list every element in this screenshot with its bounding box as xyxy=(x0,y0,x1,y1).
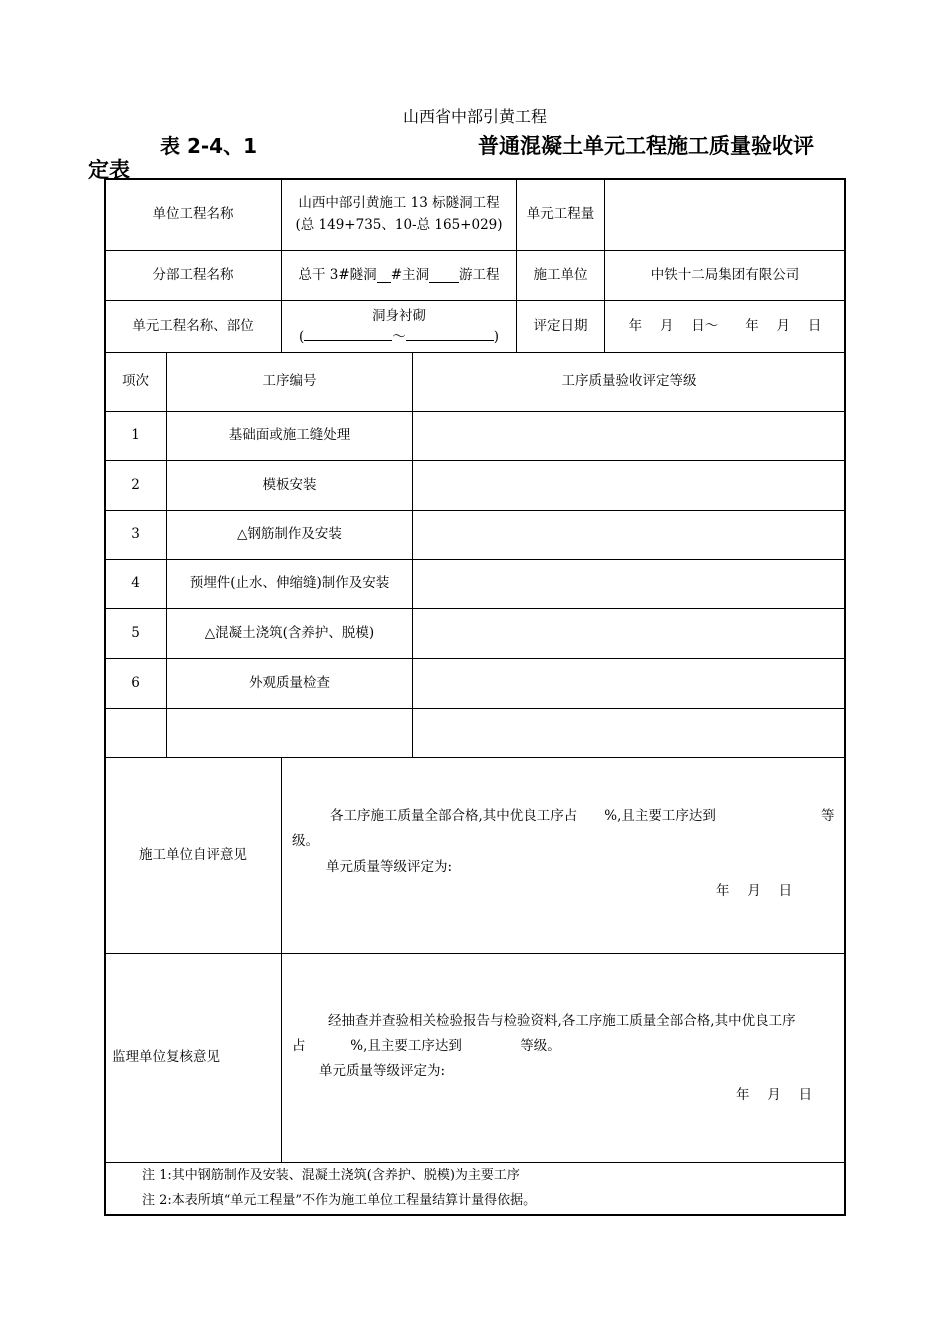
self-eval-label: 施工单位自评意见 xyxy=(139,846,247,863)
row-no: 3 xyxy=(131,526,140,543)
row-grade[interactable] xyxy=(413,659,845,708)
row-grade[interactable] xyxy=(413,560,845,608)
range-open: ( xyxy=(298,329,305,345)
supervisor-eval-label: 监理单位复核意见 xyxy=(112,1049,220,1066)
self-eval-line1-end: 等 xyxy=(821,808,835,824)
divider xyxy=(105,1162,845,1163)
row-grade[interactable] xyxy=(413,412,845,460)
row-grade[interactable] xyxy=(413,609,845,658)
contractor-value: 中铁十二局集团有限公司 xyxy=(650,266,800,283)
form-title: 普通混凝土单元工程施工质量验收评 xyxy=(478,134,814,158)
row-no: 2 xyxy=(131,476,140,493)
element-quantity-label: 单元工程量 xyxy=(526,206,595,223)
row-no: 1 xyxy=(131,427,140,444)
row-grade[interactable] xyxy=(413,461,845,510)
eval-date-value[interactable]: 年 月 日～ 年 月 日 xyxy=(628,317,822,334)
unit-project-value-line2: (总 149+735、10-总 165+029) xyxy=(295,217,503,233)
element-name-label: 单元工程名称、部位 xyxy=(132,317,254,334)
self-eval-line2: 级。 xyxy=(292,833,319,849)
division-value-c: 游工程 xyxy=(459,266,500,283)
form-title-tail: 定表 xyxy=(88,158,130,182)
row-process: 模板安装 xyxy=(262,476,317,493)
row-process: 基础面或施工缝处理 xyxy=(228,427,351,444)
form-code: 表 2-4、1 xyxy=(160,134,258,158)
division-value-a: 总干 3#隧洞 xyxy=(298,266,377,283)
note-2: 注 2:本表所填“单元工程量”不作为施工单位工程量结算计量得依据。 xyxy=(142,1193,537,1208)
row-process: △钢筋制作及安装 xyxy=(237,526,342,543)
row-process: 外观质量检查 xyxy=(249,674,330,691)
supervisor-eval-date: 年 月 日 xyxy=(736,1087,813,1103)
range-end-blank xyxy=(406,326,494,341)
supervisor-eval-line2: 占 %,且主要工序达到 等级。 xyxy=(292,1038,561,1054)
header-process-name: 工序编号 xyxy=(262,373,317,389)
unit-project-value-line1: 山西中部引黄施工 13 标隧洞工程 xyxy=(298,195,500,212)
range-close: ) xyxy=(493,329,500,345)
range-separator: ～ xyxy=(392,329,406,345)
supervisor-eval-line3: 单元质量等级评定为: xyxy=(319,1063,446,1079)
element-quantity-value[interactable] xyxy=(605,180,845,250)
header-process-grade: 工序质量验收评定等级 xyxy=(561,373,697,389)
self-eval-line1: 各工序施工质量全部合格,其中优良工序占 %,且主要工序达到 xyxy=(330,808,716,824)
row-process: 预埋件(止水、伸缩缝)制作及安装 xyxy=(189,575,390,592)
blank-underline xyxy=(429,268,459,283)
row-no: 6 xyxy=(131,674,140,691)
division-value-b: #主洞 xyxy=(390,266,429,283)
range-start-blank xyxy=(304,326,392,341)
row-no xyxy=(105,709,166,757)
divider xyxy=(281,757,282,1162)
row-grade[interactable] xyxy=(413,511,845,559)
row-grade[interactable] xyxy=(413,709,845,757)
self-eval-line3: 单元质量等级评定为: xyxy=(326,859,453,875)
division-value[interactable] xyxy=(282,251,516,300)
element-name-value[interactable] xyxy=(282,301,516,352)
row-process xyxy=(167,709,412,757)
project-subtitle: 山西省中部引黄工程 xyxy=(402,107,547,126)
contractor-label: 施工单位 xyxy=(533,266,588,283)
unit-project-value xyxy=(282,180,516,250)
note-1: 注 1:其中钢筋制作及安装、混凝土浇筑(含养护、脱模)为主要工序 xyxy=(142,1168,520,1183)
header-item-no: 项次 xyxy=(122,373,149,389)
row-no: 4 xyxy=(131,575,140,592)
self-eval-date: 年 月 日 xyxy=(716,883,793,899)
supervisor-eval-line1: 经抽查并查验相关检验报告与检验资料,各工序施工质量全部合格,其中优良工序 xyxy=(328,1013,796,1029)
blank-underline xyxy=(377,268,391,283)
unit-project-label: 单位工程名称 xyxy=(152,206,234,223)
row-no: 5 xyxy=(131,624,140,641)
eval-date-label: 评定日期 xyxy=(533,317,588,334)
element-name-text: 洞身衬砌 xyxy=(372,307,426,324)
row-process: △混凝土浇筑(含养护、脱模) xyxy=(204,624,375,641)
division-label: 分部工程名称 xyxy=(152,266,234,283)
